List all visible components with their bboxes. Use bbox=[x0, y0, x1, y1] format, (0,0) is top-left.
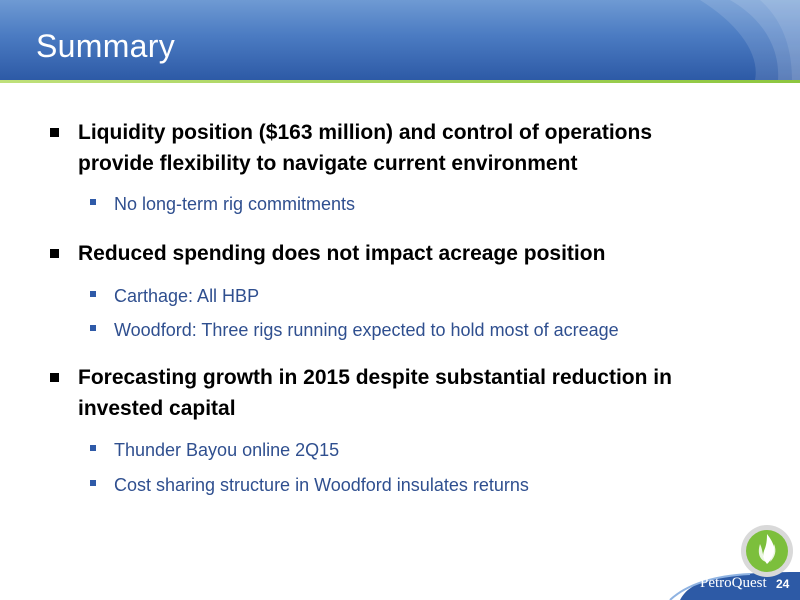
bullet-square-icon bbox=[50, 249, 59, 258]
bullet-3-sub-2: Cost sharing structure in Woodford insulates returns bbox=[114, 475, 529, 495]
bullet-1-line-1: Liquidity position ($163 million) and control of operations bbox=[78, 121, 653, 144]
bullet-3-text bbox=[78, 362, 758, 424]
sub-bullet-square-icon bbox=[90, 291, 96, 297]
bullet-2-sub-2: Woodford: Three rigs running expected to hold most of acreage bbox=[114, 320, 619, 340]
slide-title: Summary bbox=[36, 28, 176, 64]
sub-bullet-square-icon bbox=[90, 199, 96, 205]
bullet-square-icon bbox=[50, 128, 59, 137]
sub-bullet-square-icon bbox=[90, 325, 96, 331]
bullet-2-sub-1: Carthage: All HBP bbox=[114, 286, 260, 306]
bullet-1-line-2: provide flexibility to navigate current environment bbox=[78, 152, 578, 175]
bullet-2-line-1: Reduced spending does not impact acreage position bbox=[78, 242, 606, 265]
bullet-1-sub-1: No long-term rig commitments bbox=[114, 194, 356, 214]
bullet-square-icon bbox=[50, 373, 59, 382]
sub-bullet-square-icon bbox=[90, 445, 96, 451]
bullet-3-sub-1: Thunder Bayou online 2Q15 bbox=[114, 440, 340, 460]
page-number: 24 bbox=[776, 577, 790, 591]
bullet-3-line-1: Forecasting growth in 2015 despite substantial reduction in bbox=[78, 366, 672, 389]
sub-bullet-square-icon bbox=[90, 480, 96, 486]
bullet-1-text bbox=[78, 117, 758, 179]
company-logo-text: PetroQuest bbox=[700, 575, 767, 591]
company-logo-icon bbox=[740, 524, 794, 578]
bullet-3-line-2: invested capital bbox=[78, 397, 236, 420]
bullet-2-text bbox=[78, 238, 758, 269]
